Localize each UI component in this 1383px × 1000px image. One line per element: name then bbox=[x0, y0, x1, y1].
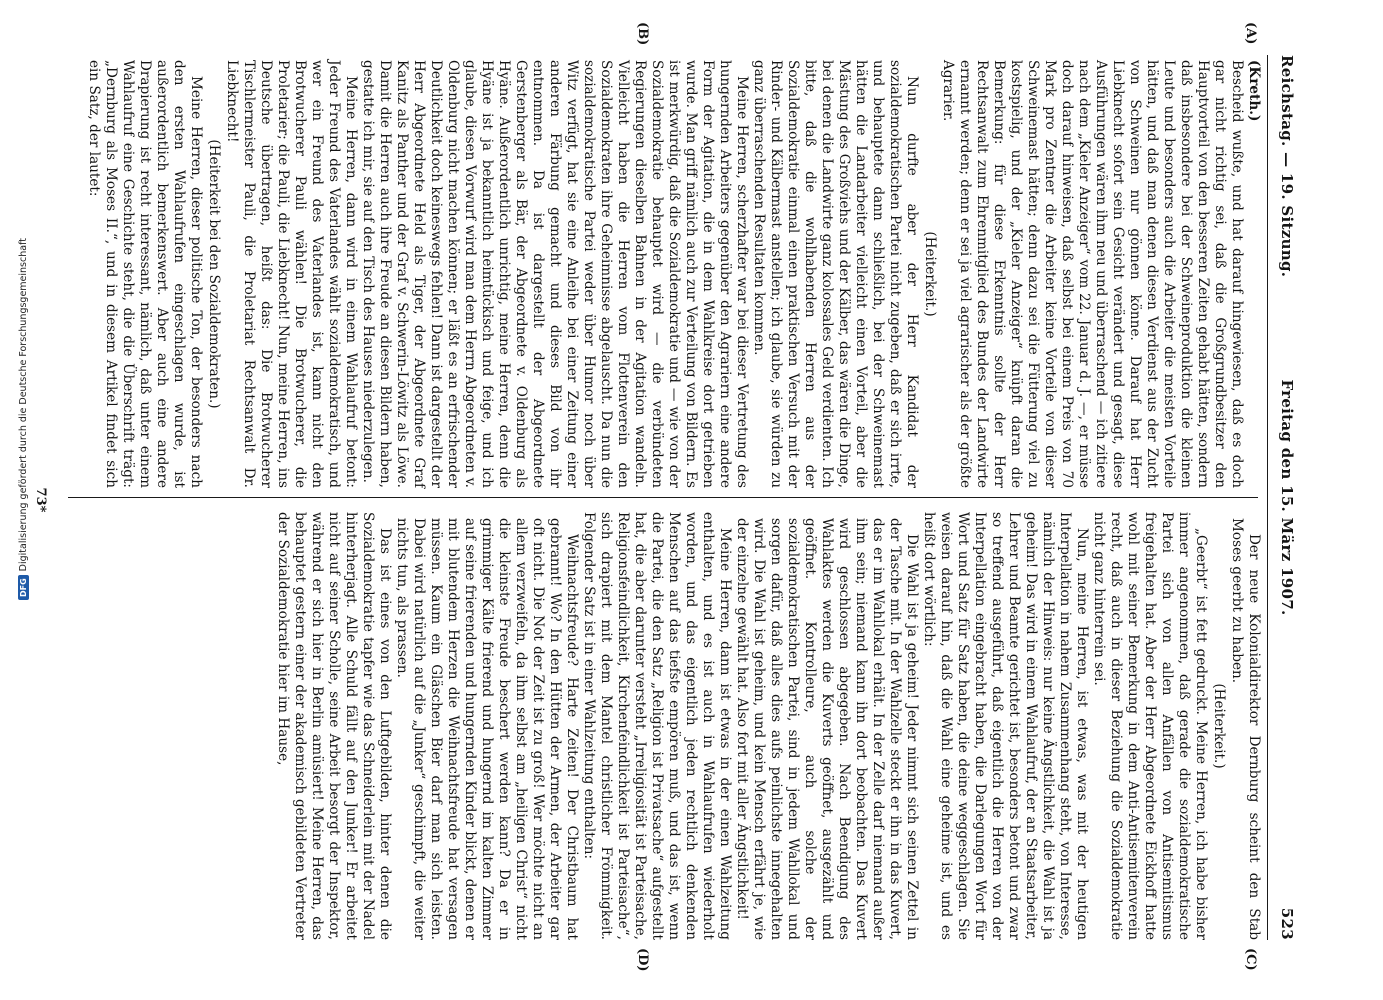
interjection-note: (Heiterkeit bei den Sozialdemokraten.) bbox=[206, 139, 222, 409]
paragraph: Meine Herren, dann ist etwas in der einen Wahlzeitung enthalten, und es ist auch in Wahlaufrufen wiederholt worden, und das eigentlich jeden rechtlich denkenden Menschen auf das tiefste empören muß, und das ist, wenn die Partei, die den Satz „Religion ist Privatsache“ aufgestellt hat, die aber darunter versteht „Irreligiosität ist Parteisache, Religionsfeindlichkeit, Kirchenfeindlichkeit ist Parteisache“, sich drapiert mit dem Mantel christlicher Frömmigkeit. Folgender Satz ist in einer Wahlzeitung enthalten: bbox=[581, 512, 733, 940]
credit-text: Digitalisierung gefördert durch die Deutsche Forschungsgemeinschaft bbox=[18, 238, 29, 572]
paragraph: Nun durfte aber der Herr Kandidat der sozialdemokratischen Partei nicht zugeben, daß er sich irrte, und behauptete dann schließlich, bei der Schweinemast hätten die Landarbeiter vielleicht einen Vorteil, aber die Mästung des Großviehs und der Kälber, das wären die Dinge, bei denen die Landwirte ganz kolossales Geld verdienten. Ich bitte, daß die wohlhabenden Herren aus der Sozialdemokratie einmal einen praktischen Versuch mit der Rinder- und Kälbermast anstellen; ich glaube, sie würden zu ganz überraschenden Resultaten kommen. bbox=[751, 60, 920, 488]
quoted-text: Weihnachtsfreude? Harte Zeiten! Der Christbaum hat gebrannt! Wo? In den Hütten der Armen, der Arbeiter gar oft nicht. Die Not der Zeit ist zu groß! Wer möchte nicht an allem verzweifeln, da ihm selbst am „heiligen Christ“ nicht die kleinste Freude beschert werden kann? Da er in grimmiger Kälte frierend und hungernd im kalten Zimmer auf seine frierenden und hungernden Kinder blickt, denen er mit blutendem Herzen die Weihnachtsfreude hat versagen müssen. Kaum ein Gläschen Bier darf man sich leisten. Dabei wird natürlich auf die „Junker“ geschimpft, die weiter nichts tun, als prassen. bbox=[394, 518, 580, 940]
interjection-note: (Heiterkeit.) bbox=[1211, 683, 1227, 769]
right-column bbox=[274, 512, 1262, 940]
paragraph: Meine Herren, dann wird in einem Wahlaufruf betont: Jeder Freund des Vaterlandes wählt sozialdemokratisch, und wer ein Freund des Vaterlandes ist, kann nicht den Brotwucherer Pauli wählen! Die Brotwucherer, die Proletarier; die Pauli, die Liebknecht! Nun, meine Herren, ins Deutsche übertragen, heißt das: Die Brotwucherer Tischlermeister Pauli, die Proletariat Rechtsanwalt Dr. Liebknecht! bbox=[224, 60, 359, 488]
speaker-name: (Kreth.) bbox=[1246, 60, 1262, 122]
paragraph: Meine Herren, scherzhafter war bei dieser Vertretung des hungernden Arbeiters gegenüber den Agrariern eine andere Form der Agitation, die in dem Wahlkreise dort getrieben wurde. Man griff nämlich auch zur Verteilung von Bildern. Es ist merkwürdig, daß die Sozialdemokratie und — wie von der Sozialdemokratie behauptet wird — die verbündeten Regierungen dieselben Bahnen in der Agitation wandeln. Vielleicht haben die Herren vom Flottenverein den Sozialdemokraten ihre Geheimnisse abgelauscht. Da nun die sozialdemokratische Partei weder über Humor noch über Witz verfügt, hat sie eine Anleihe bei einer Zeitung einer anderen Färbung gemacht und dieses Bild von ihr entnommen. Da ist dargestellt der Abgeordnete Gerstenberger als Bär, der Abgeordnete v. Oldenburg als Hyäne. Außerordentlich unrichtig, meine Herren, denn die Hyäne ist ja bekanntlich heimtückisch und feige, und ich glaube, diesen Vorwurf wird man dem Herrn Abgeordneten v. Oldenburg nicht machen können; er läßt es an erfrischender Deutlichkeit doch keineswegs fehlen! Dann ist dargestellt der Herr Abgeordnete Held als Tiger, der Abgeordnete Graf Kanitz als Panther und der Graf v. Schwerin-Löwitz als Löwe. Damit die Herren auch ihre Freude an diesen Bildern haben, gestatte ich mir, sie auf den Tisch des Hauses niederzulegen. bbox=[360, 60, 750, 488]
newspaper-page bbox=[10, 0, 1310, 1000]
header-rule bbox=[1267, 55, 1268, 940]
quoted-text: Die Wahl ist ja geheim! Jeder nimmt sich seinen Zettel in der Tasche mit. In der Wahlzelle steckt er ihn in das Kuvert, das er im Wahllokal erhält. In der Zelle darf niemand außer ihm sein; niemand kann ihn dort beobachten. Das Kuvert wird geschlossen abgegeben. Nach Beendigung des Wahlaktes werden die Kuverts geöffnet, ausgezählt und geöffnet. Kontrolleure, auch solche der sozialdemokratischen Partei, sind in jedem Wahllokal und sorgen dafür, daß alles dies aufs peinlichste innegehalten wird. Die Wahl ist geheim, und kein Mensch erfährt je, wie der einzelne gewählt hat. Also fort mit aller Ängstlichkeit! bbox=[734, 518, 920, 940]
page-number: 523 bbox=[1278, 907, 1296, 940]
paragraph: Meine Herren, dieser politische Ton, der besonders nach den ersten Wahlaufrufen eingeschlagen wurde, ist außerordentlich bemerkenswert. Aber auch eine andere Drapierung ist recht interessant, nämlich, daß unter einem Wahlaufruf eine Geschichte steht, die die Überschrift trägt: „Dernburg als Moses II.“, und in diesem Artikel findet sich ein Satz, der lautet: bbox=[86, 60, 204, 488]
paragraph: Bescheid wußte, und hat darauf hingewiesen, daß es doch gar nicht richtig sei, daß die Großgrundbesitzer den Hauptvorteil von den besseren Zeiten gehabt hätten, sondern daß insbesondere bei der Schweineproduktion die kleinen Leute und besonders auch die Arbeiter die meisten Vorteile hätten, und daß man denen diesen Verdienst aus der Zucht von Schweinen nur gönnen könne. Darauf hat Herr Liebknecht sofort sein Gesicht verändert und gesagt, diese Ausführungen wären ihm neu und überraschend — ich zitiere nach dem „Kieler Anzeiger“ vom 22. Januar d. J. —, er müsse doch darauf hinweisen, daß selbst bei einem Preis von 70 Mark pro Zentner die Arbeiter keine Vorteile von dieser Schweinemast hätten; denn dazu sei die Fütterung viel zu kostspielig, und der „Kieler Anzeiger“ knüpft daran die Bemerkung: für diese Erkenntnis sollte der Herr Rechtsanwalt zum Ehrenmitglied des Bundes der Landwirte ernannt werden; denn er sei ja viel agrarischer als der größte Agrarier. bbox=[940, 60, 1245, 488]
digitization-credit bbox=[18, 200, 38, 600]
quoted-text: Der neue Kolonialdirektor Dernburg scheint den Stab Moses geerbt zu haben. bbox=[1229, 518, 1262, 940]
page-header bbox=[1272, 55, 1296, 940]
margin-letter-c: (C) bbox=[1243, 948, 1258, 971]
page-signature: 73* bbox=[33, 487, 48, 513]
header-session: Reichstag. — 19. Sitzung. bbox=[1278, 55, 1296, 278]
dfg-logo-icon: DFG bbox=[18, 575, 29, 600]
interjection-note: (Heiterkeit.) bbox=[922, 231, 938, 317]
paragraph: Das ist eines von den Luftgebilden, hinter denen die Sozialdemokratie tapfer wie das Schneiderlein mit der Nadel hinterherjagt. Alle Schuld fällt auf den Junker! Er arbeitet nicht auf seiner Scholle, seine Arbeit besorgt der Inspektor, während er sich hier in Berlin amüsiert! Meine Herren, das behauptet gestern einer der akademisch gebildeten Vertreter der Sozialdemokratie hier im Hause, bbox=[275, 512, 393, 940]
margin-letter-b: (B) bbox=[635, 22, 650, 46]
column-divider bbox=[68, 497, 1258, 498]
margin-letter-d: (D) bbox=[635, 948, 650, 972]
paragraph: „Geerbt“ ist fett gedruckt. Meine Herren, ich habe bisher immer angenommen, daß gerade die sozialdemokratische Partei sich von allen Anfällen von Antisemitismus freigehalten hat. Aber der Herr Abgeordnete Eickhoff hatte wohl mit seiner Bemerkung in dem Anti-Antisemitenverein recht, daß auch in dieser Beziehung die Sozialdemokratie nicht ganz hinterrein sei. bbox=[1091, 512, 1209, 940]
left-column bbox=[85, 60, 1262, 488]
paragraph: Nun, meine Herren, ist etwas, was mit der heutigen Interpellation in nahem Zusammenhang steht, von Interesse, nämlich der Hinweis: nur keine Ängstlichkeit, die Wahl ist ja geheim! Das wird in einem Wahlaufruf, der an Staatsarbeiter, Lehrer und Beamte gerichtet ist, besonders betont und zwar so treffend ausgeführt, daß eigentlich die Herren von der Interpellation eingebracht haben, die Darlegungen Wort für Wort und Satz für Satz haben, die deine weggeschlagen. Sie weisen darauf hin, daß die Wahl eine geheime ist, und es heißt dort wörtlich: bbox=[921, 512, 1090, 940]
header-date: Freitag den 15. März 1907. bbox=[1278, 379, 1296, 616]
margin-letter-a: (A) bbox=[1243, 22, 1258, 45]
